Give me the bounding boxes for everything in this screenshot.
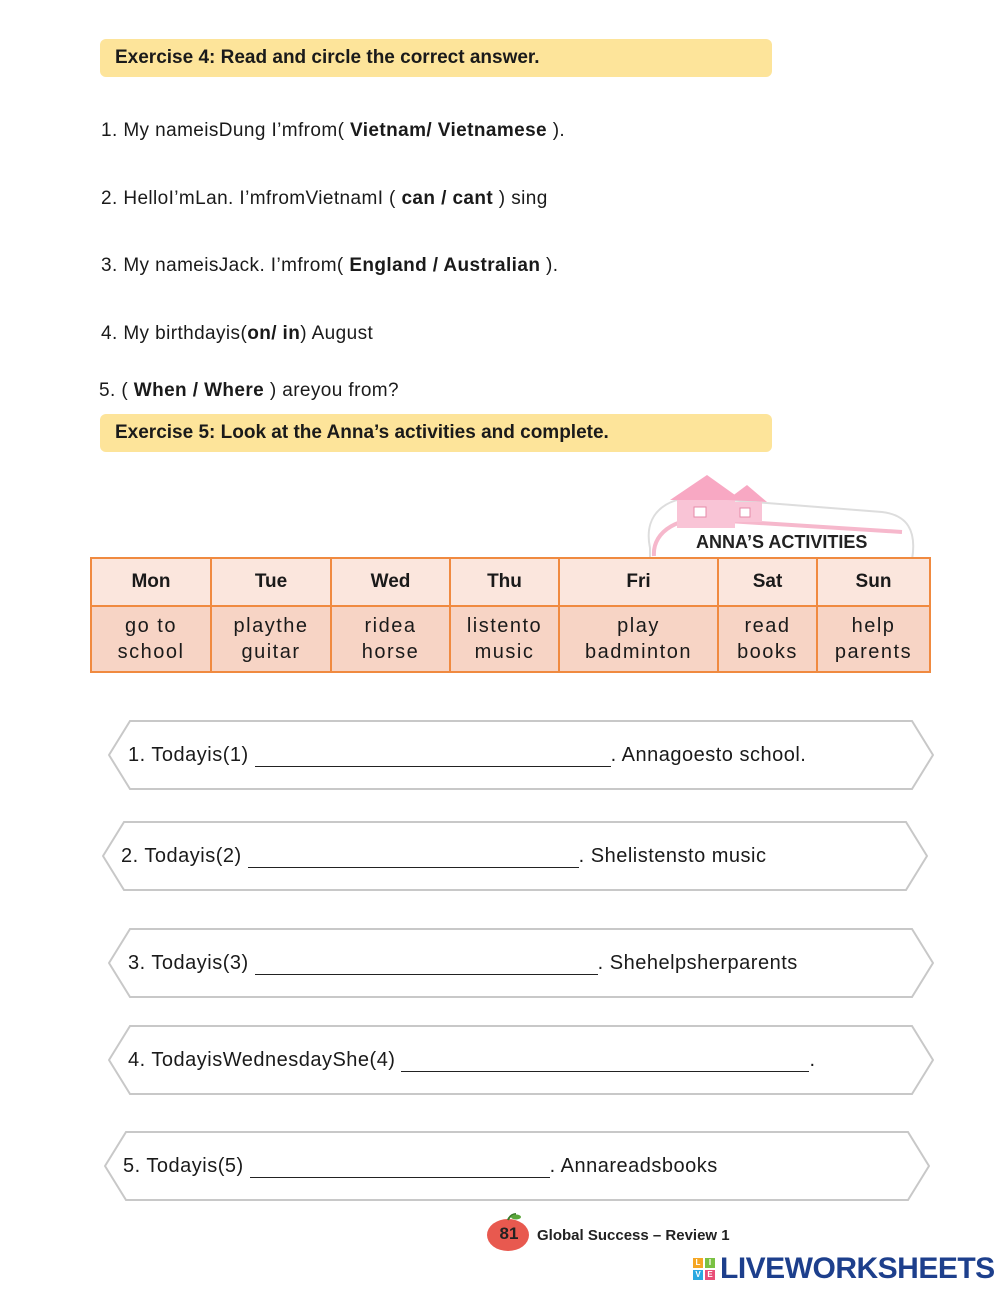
activity-cell: play badminton [559, 606, 718, 672]
activity-cell: read books [718, 606, 817, 672]
liveworksheets-brand: LIVEWORKSHEETS [720, 1252, 995, 1285]
day-cell: Thu [450, 558, 559, 606]
answer-options[interactable]: Vietnam/ Vietnamese [350, 120, 548, 141]
answer-options[interactable]: on/ in [247, 323, 301, 344]
footer-text: Global Success – Review 1 [537, 1227, 730, 1244]
sentence-box-2: 2. Todayis(2) . Shelistensto music [102, 821, 928, 891]
sentence-box-3: 3. Todayis(3) . Shehelpsherparents [108, 928, 934, 998]
exercise-4-title: Exercise 4: Read and circle the correct answer. [100, 39, 772, 77]
sentence-box-4: 4. TodayisWednesdayShe(4) . [108, 1025, 934, 1095]
exercise-5-title: Exercise 5: Look at the Anna’s activities and complete. [100, 414, 772, 452]
liveworksheets-logo[interactable] [692, 1253, 995, 1285]
table-title: ANNA’S ACTIVITIES [696, 532, 868, 552]
answer-options[interactable]: can / cant [401, 188, 494, 209]
question-5: 5. ( When / Where ) areyou from? [99, 380, 399, 401]
table-header-row [91, 558, 930, 606]
answer-blank[interactable] [255, 744, 611, 767]
answer-blank[interactable] [401, 1049, 809, 1072]
answer-blank[interactable] [255, 952, 598, 975]
day-cell: Fri [559, 558, 718, 606]
day-cell: Sat [718, 558, 817, 606]
activity-cell: go to school [91, 606, 211, 672]
question-4: 4. My birthdayis(on/ in) August [101, 323, 374, 344]
day-cell: Tue [211, 558, 331, 606]
answer-blank[interactable] [250, 1155, 550, 1178]
question-2: 2. HelloI’mLan. I’mfromVietnamI ( can / cant ) sing [101, 188, 548, 209]
activity-cell: help parents [817, 606, 930, 672]
day-cell: Mon [91, 558, 211, 606]
activity-cell: listento music [450, 606, 559, 672]
liveworksheets-icon: L I V E [692, 1257, 716, 1281]
page-number: 81 [499, 1224, 519, 1243]
question-1: 1. My nameisDung I’mfrom( Vietnam/ Vietnamese ). [101, 120, 566, 141]
sentence-box-5: 5. Todayis(5) . Annareadsbooks [104, 1131, 930, 1201]
answer-blank[interactable] [248, 845, 579, 868]
day-cell: Wed [331, 558, 450, 606]
activity-cell: ridea horse [331, 606, 450, 672]
activity-cell: playthe guitar [211, 606, 331, 672]
sentence-box-1: 1. Todayis(1) . Annagoesto school. [108, 720, 934, 790]
table-row [91, 606, 930, 672]
answer-options[interactable]: England / Australian [349, 255, 541, 276]
day-cell: Sun [817, 558, 930, 606]
question-3: 3. My nameisJack. I’mfrom( England / Australian ). [101, 255, 559, 276]
activities-table [90, 557, 931, 673]
answer-options[interactable]: When / Where [133, 380, 265, 401]
